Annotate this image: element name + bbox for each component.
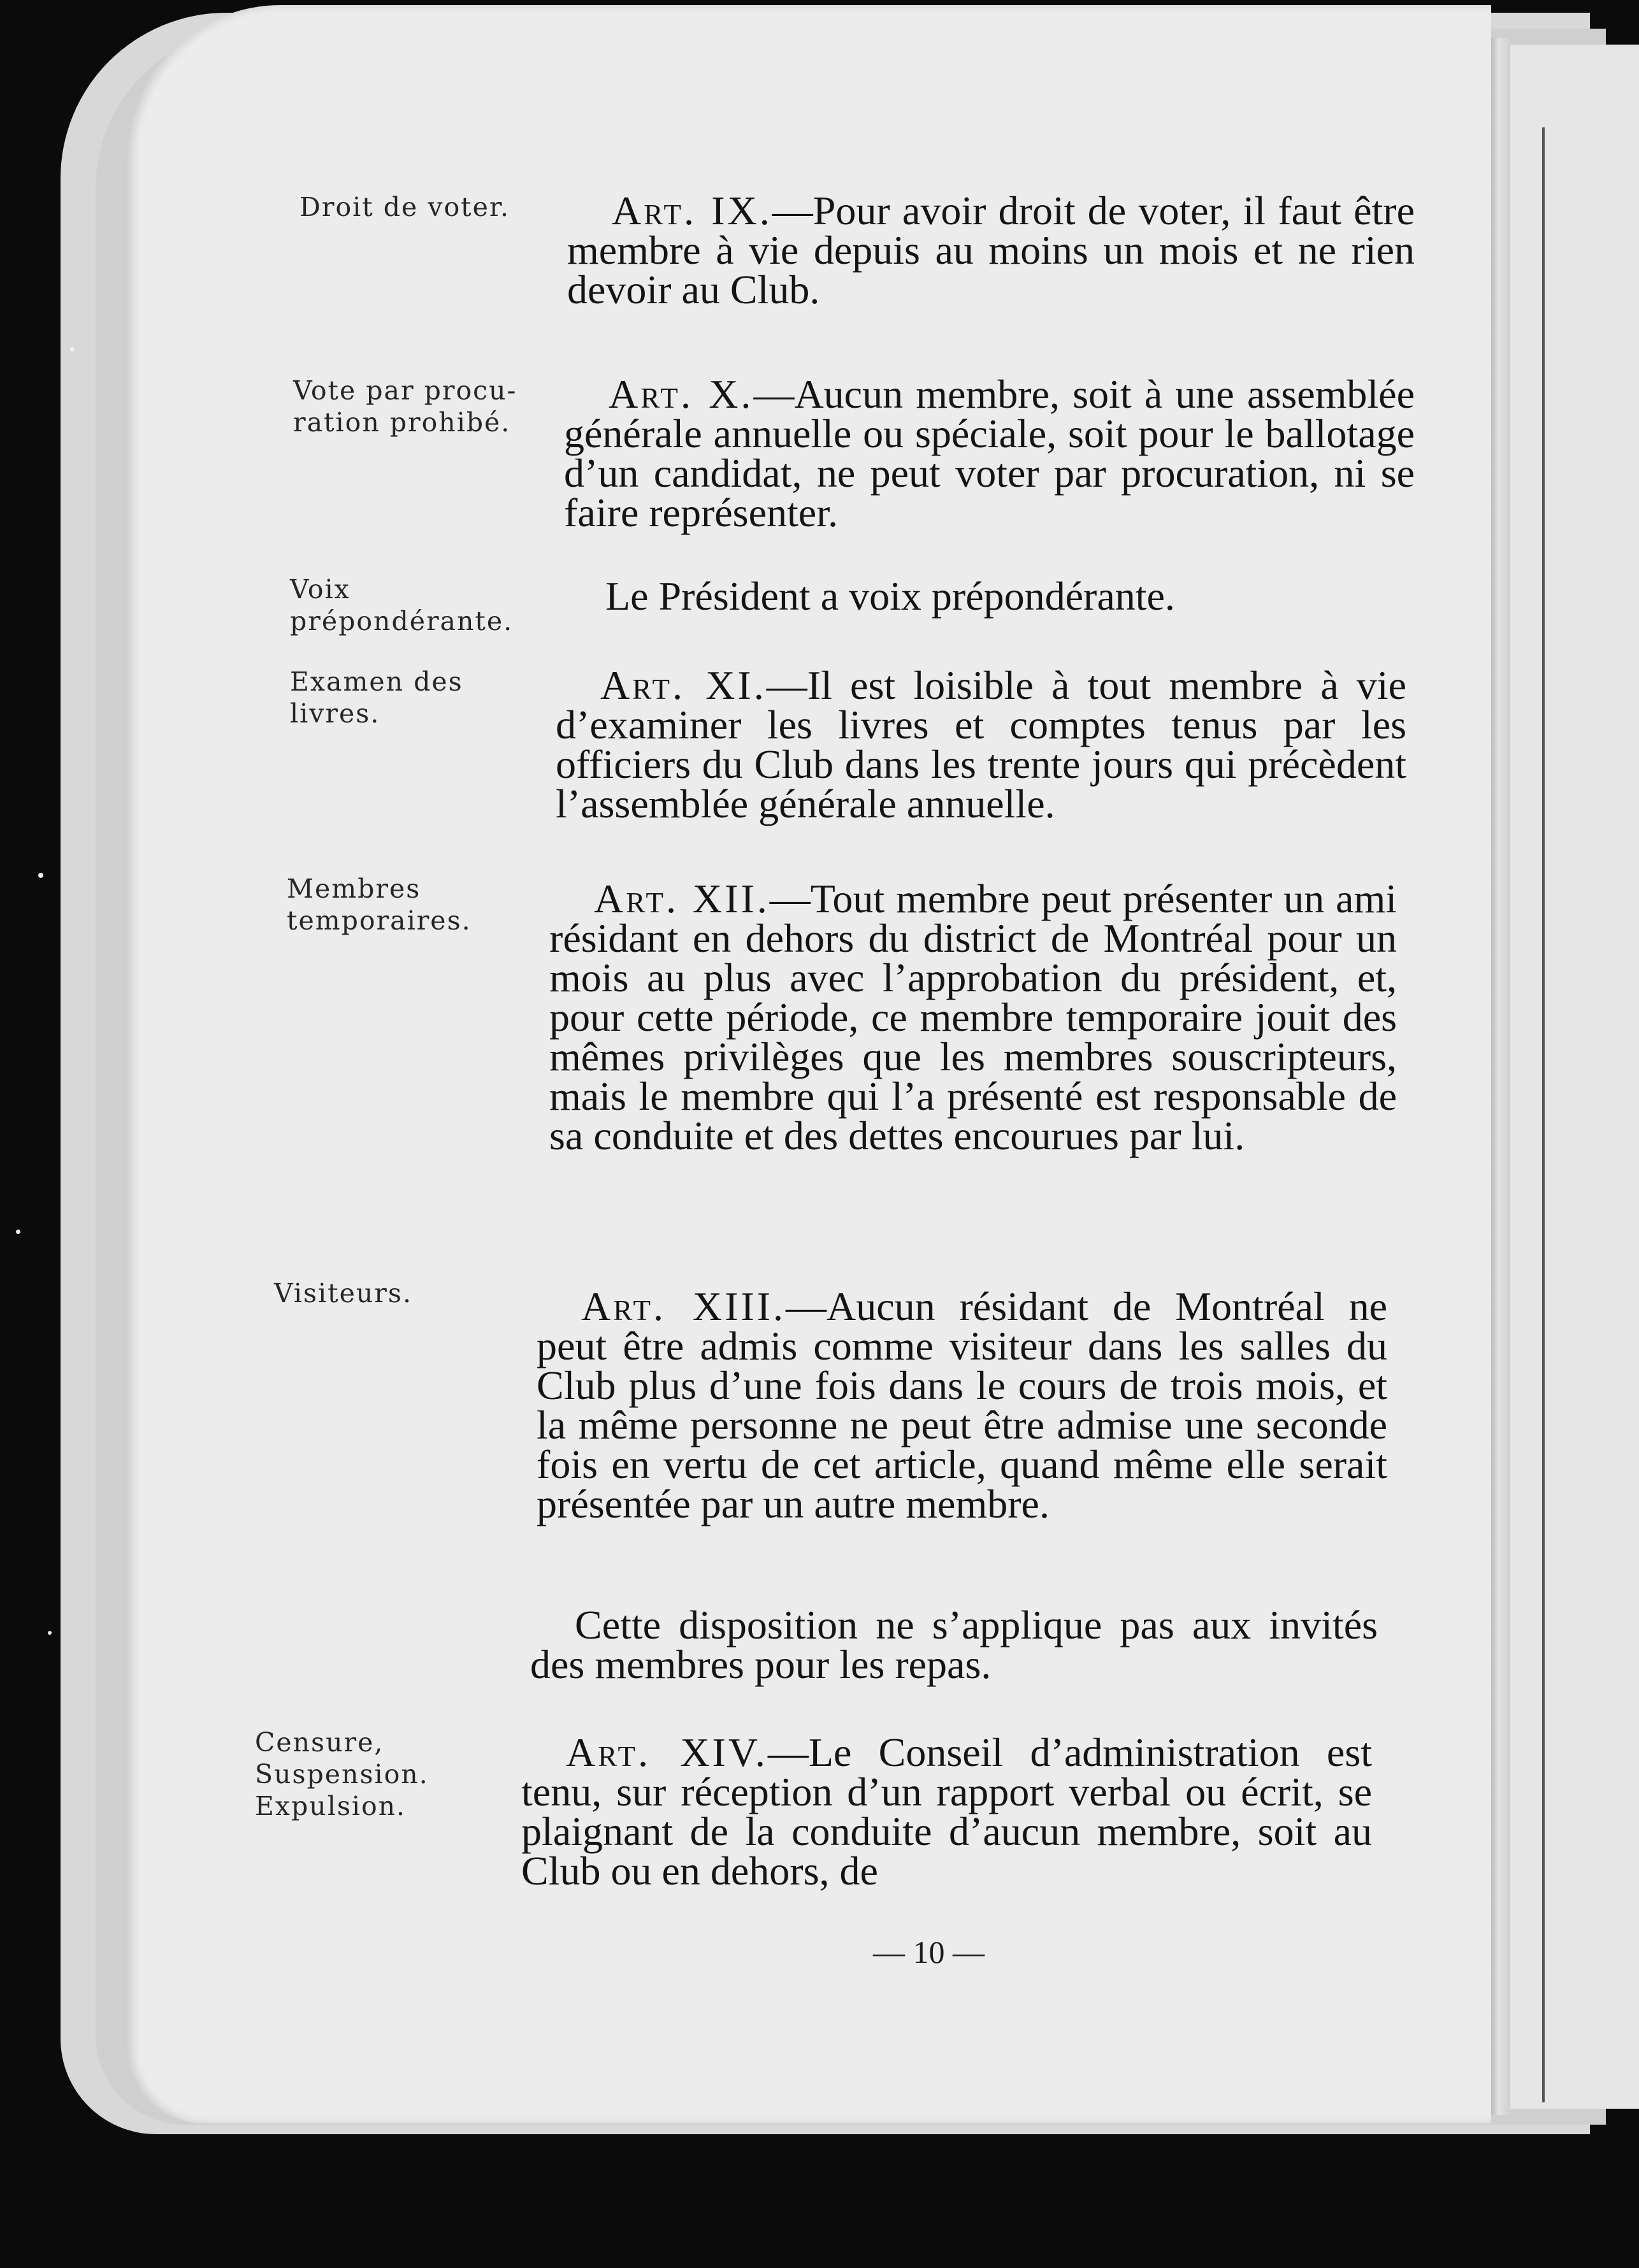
article-text: —Tout membre peut présenter un ami résidant en dehors du district de Montréal pour un mois au plus avec l’approbation du président, et, pour cette période, ce membre temporaire jouit des mêmes privilèges que les membres souscripteurs, mais le membre qui l’a présenté est responsable de sa conduite et des dettes encourues par lui. <box>549 876 1397 1158</box>
margin-note-vote-procuration <box>293 375 517 438</box>
article-text: —Aucun résidant de Montréal ne peut être admis comme visiteur dans les salles du Club plus d’une fois dans le cours de trois mois, et la même personne ne peut être admise une seconde fois en vertu de cet article, quand même elle serait présentée par un autre membre. <box>537 1284 1387 1526</box>
background-speck <box>48 1631 52 1635</box>
article-xiv <box>521 1730 1372 1893</box>
margin-note-line: Examen des <box>290 666 463 697</box>
page-number: — 10 — <box>873 1934 985 1970</box>
margin-note-line: livres. <box>290 698 380 729</box>
margin-note-line: Censure, <box>255 1727 384 1758</box>
article-xii <box>549 876 1397 1158</box>
article-text: —Il est loisible à tout membre à vie d’examiner les livres et comptes tenus par les officiers du Club dans les trente jours qui précèdent l’assemblée générale annuelle. <box>556 663 1406 826</box>
article-label: Art. X. <box>609 371 754 417</box>
margin-note-line: Vote par procu- <box>293 375 517 406</box>
margin-note-line: Expulsion. <box>255 1791 407 1821</box>
article-xiii <box>537 1284 1387 1526</box>
disposition-paragraph <box>530 1602 1378 1687</box>
president-paragraph <box>561 573 1408 619</box>
margin-note-line: Visiteurs. <box>274 1278 412 1309</box>
article-label: Art. XIII. <box>581 1284 786 1329</box>
background-speck <box>16 1230 20 1234</box>
margin-note-line: ration prohibé. <box>293 407 511 438</box>
margin-note-line: Droit de voter. <box>300 192 510 222</box>
margin-note-censure <box>255 1726 429 1822</box>
article-label: Art. XI. <box>600 663 767 708</box>
margin-note-membres <box>287 873 472 937</box>
margin-note-voix <box>290 573 513 637</box>
facing-page-rule <box>1542 127 1545 2102</box>
article-label: Art. XIV. <box>566 1730 768 1775</box>
margin-note-line: temporaires. <box>287 905 472 936</box>
margin-note-line: Membres <box>287 873 421 904</box>
margin-note-droit-de-voter <box>300 191 510 223</box>
background-speck <box>70 347 75 352</box>
article-xi <box>556 663 1406 826</box>
margin-note-line: prépondérante. <box>290 606 514 636</box>
margin-note-line: Suspension. <box>255 1759 429 1790</box>
article-ix <box>567 188 1415 312</box>
background-speck <box>38 873 43 878</box>
article-text: Cette disposition ne s’applique pas aux invités des membres pour les repas. <box>530 1602 1378 1687</box>
article-text: Le Président a voix prépondérante. <box>605 573 1175 619</box>
facing-page <box>1510 45 1639 2109</box>
article-text: —Le Conseil d’administration est tenu, sur réception d’un rapport verbal ou écrit, se plaignant de la conduite d’aucun membre, soit au Club ou en dehors, de <box>521 1730 1372 1893</box>
article-text: —Aucun membre, soit à une assemblée générale annuelle ou spéciale, soit pour le ballotage d’un candidat, ne peut voter par procuration, ni se faire représenter. <box>564 371 1415 535</box>
margin-note-visiteurs <box>274 1277 412 1309</box>
article-label: Art. XII. <box>594 876 770 921</box>
article-text: —Pour avoir droit de voter, il faut être membre à vie depuis au moins un mois et ne rien devoir au Club. <box>567 188 1415 312</box>
article-x <box>564 371 1415 535</box>
margin-note-examen <box>290 666 463 729</box>
book-gutter <box>1491 38 1510 2115</box>
margin-note-line: Voix <box>290 574 350 605</box>
article-label: Art. IX. <box>612 188 772 233</box>
